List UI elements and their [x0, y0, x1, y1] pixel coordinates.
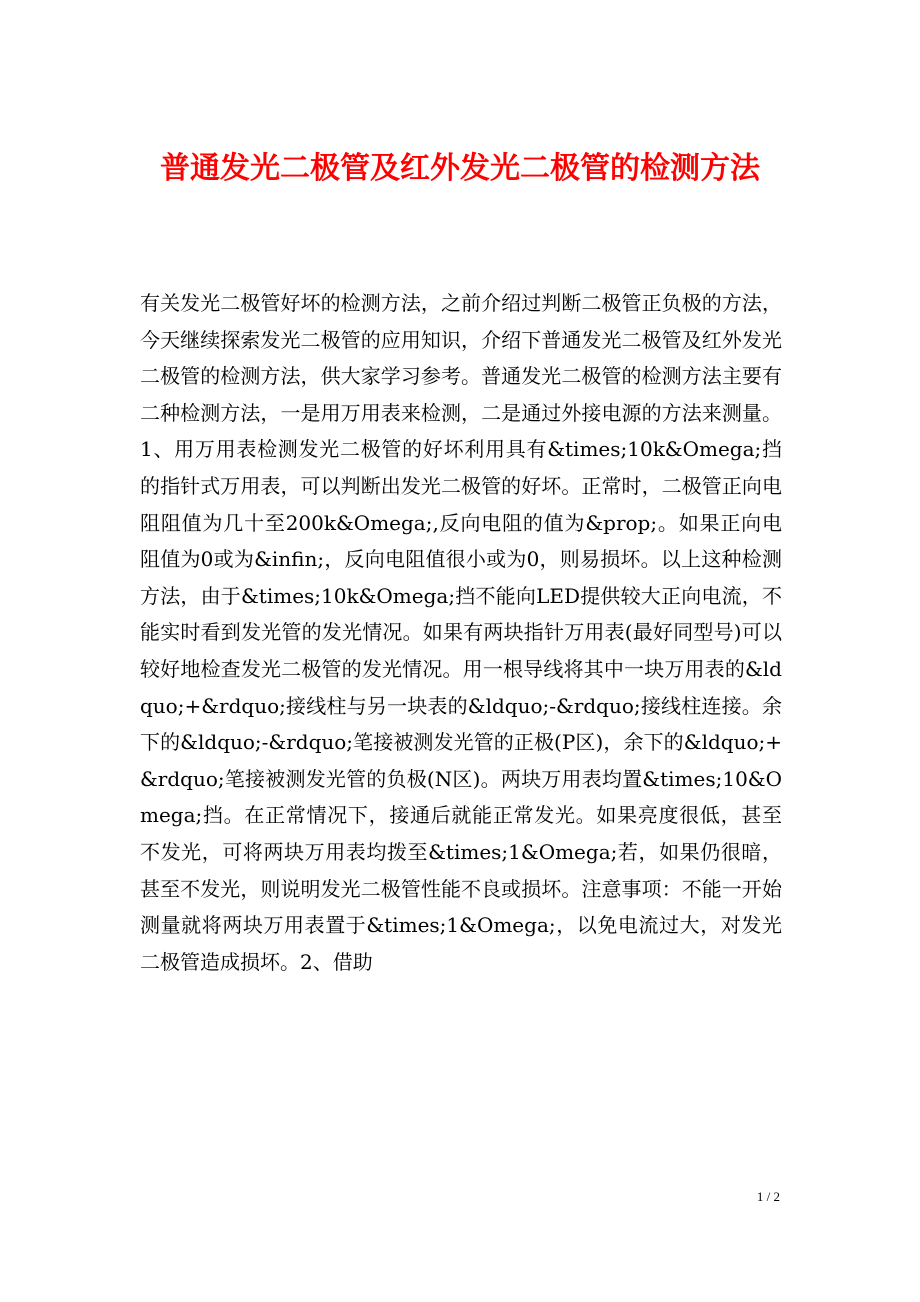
document-body: 有关发光二极管好坏的检测方法，之前介绍过判断二极管正负极的方法，今天继续探索发光二极管的应用知识，介绍下普通发光二极管及红外发光二极管的检测方法，供大家学习参考。普通发光二极管的检测方法主要有二种检测方法，一是用万用表来检测，二是通过外接电源的方法来测量。1、用万用表检测发光二极管的好坏利用具有&times;10k&Omega;挡的指针式万用表，可以判断出发光二极管的好坏。正常时，二极管正向电阻阻值为几十至200k&Omega;,反向电阻的值为&prop;。如果正向电阻值为0或为&infin;，反向电阻值很小或为0，则易损坏。以上这种检测方法，由于&times;10k&Omega;挡不能向LED提供较大正向电流，不能实时看到发光管的发光情况。如果有两块指针万用表(最好同型号)可以较好地检查发光二极管的发光情况。用一根导线将其中一块万用表的&ldquo;+&rdquo;接线柱与另一块表的&ldquo;-&rdquo;接线柱连接。余下的&ldquo;-&rdquo;笔接被测发光管的正极(P区)，余下的&ldquo;+&rdquo;笔接被测发光管的负极(N区)。两块万用表均置&times;10&Omega;挡。在正常情况下，接通后就能正常发光。如果亮度很低，甚至不发光，可将两块万用表均拨至&times;1&Omega;若，如果仍很暗，甚至不发光，则说明发光二极管性能不良或损坏。注意事项：不能一开始测量就将两块万用表置于&times;1&Omega;，以免电流过大，对发光二极管造成损坏。2、借助	[140, 291, 782, 974]
document-title: 普通发光二极管及红外发光二极管的检测方法	[160, 151, 760, 186]
page-number: 1 / 2	[756, 1189, 780, 1204]
